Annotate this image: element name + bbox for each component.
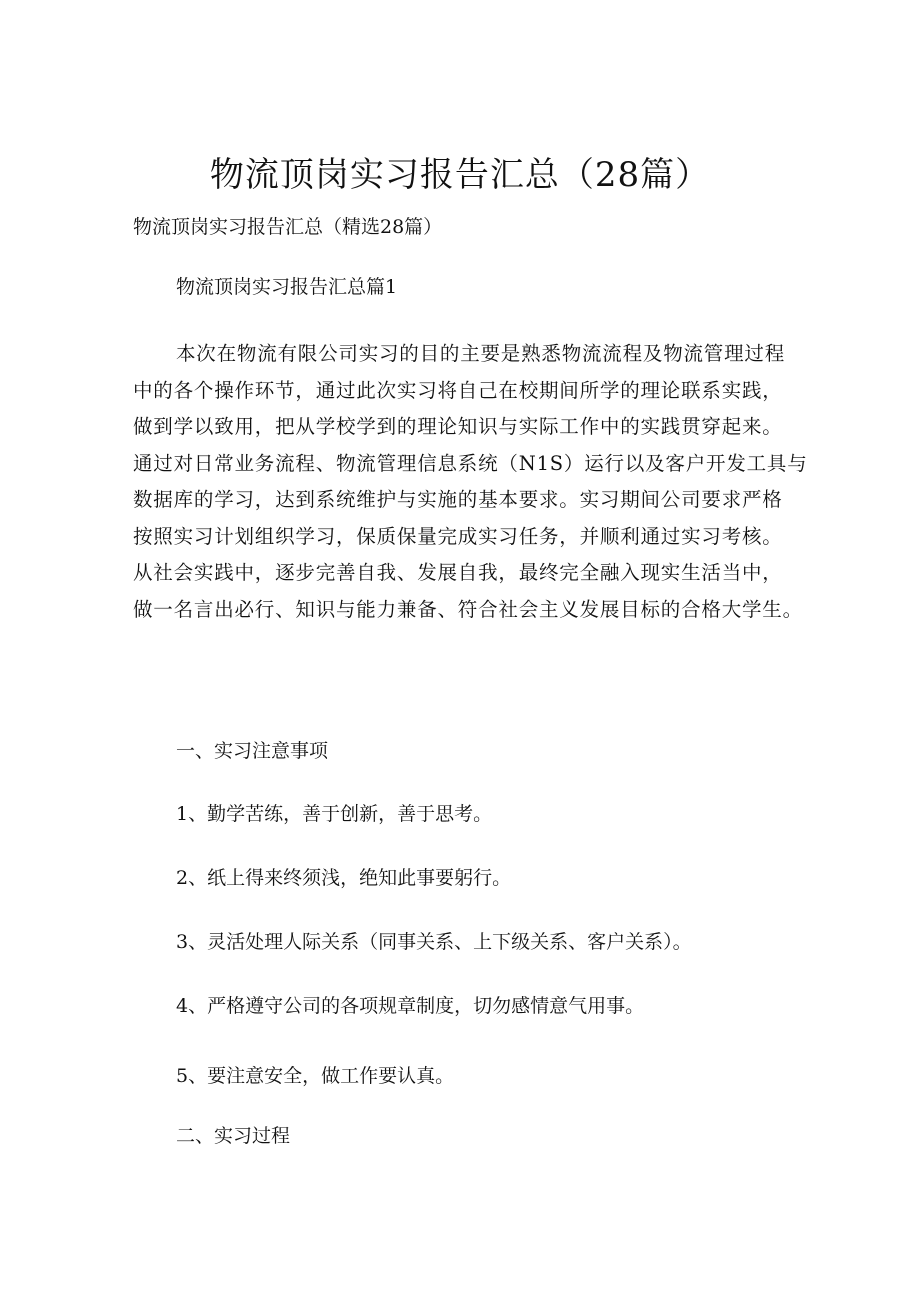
list-item: 3、灵活处理人际关系（同事关系、上下级关系、客户关系）。 — [176, 931, 692, 953]
list-item: 5、要注意安全，做工作要认真。 — [176, 1065, 455, 1087]
paragraph-line: 通过对日常业务流程、物流管理信息系统（N1S）运行以及客户开发工具与 — [133, 451, 808, 475]
list-item: 2、纸上得来终须浅，绝知此事要躬行。 — [176, 867, 512, 889]
section-heading: 物流顶岗实习报告汇总篇1 — [176, 276, 398, 298]
paragraph-line: 按照实习计划组织学习，保质保量完成实习任务，并顺利通过实习考核。 — [133, 524, 783, 548]
paragraph-line: 中的各个操作环节，通过此次实习将自己在校期间所学的理论联系实践， — [133, 378, 783, 402]
paragraph-line: 数据库的学习，达到系统维护与实施的基本要求。实习期间公司要求严格 — [133, 488, 783, 511]
paragraph-line: 做到学以致用，把从学校学到的理论知识与实际工作中的实践贯穿起来。 — [133, 415, 783, 438]
document-title: 物流顶岗实习报告汇总（28篇） — [209, 155, 711, 195]
process-heading: 二、实习过程 — [176, 1125, 291, 1147]
paragraph-line: 本次在物流有限公司实习的目的主要是熟悉物流流程及物流管理过程 — [176, 342, 786, 365]
paragraph-line: 做一名言出必行、知识与能力兼备、符合社会主义发展目标的合格大学生。 — [133, 597, 803, 621]
paragraph-line: 从社会实践中，逐步完善自我、发展自我，最终完全融入现实生活当中， — [133, 561, 783, 584]
document-subtitle: 物流顶岗实习报告汇总（精选28篇） — [133, 216, 443, 238]
list-item: 1、勤学苦练，善于创新，善于思考。 — [176, 803, 493, 825]
body-paragraph — [133, 336, 808, 628]
notes-heading: 一、实习注意事项 — [176, 740, 329, 762]
list-item: 4、严格遵守公司的各项规章制度，切勿感情意气用事。 — [176, 995, 645, 1017]
